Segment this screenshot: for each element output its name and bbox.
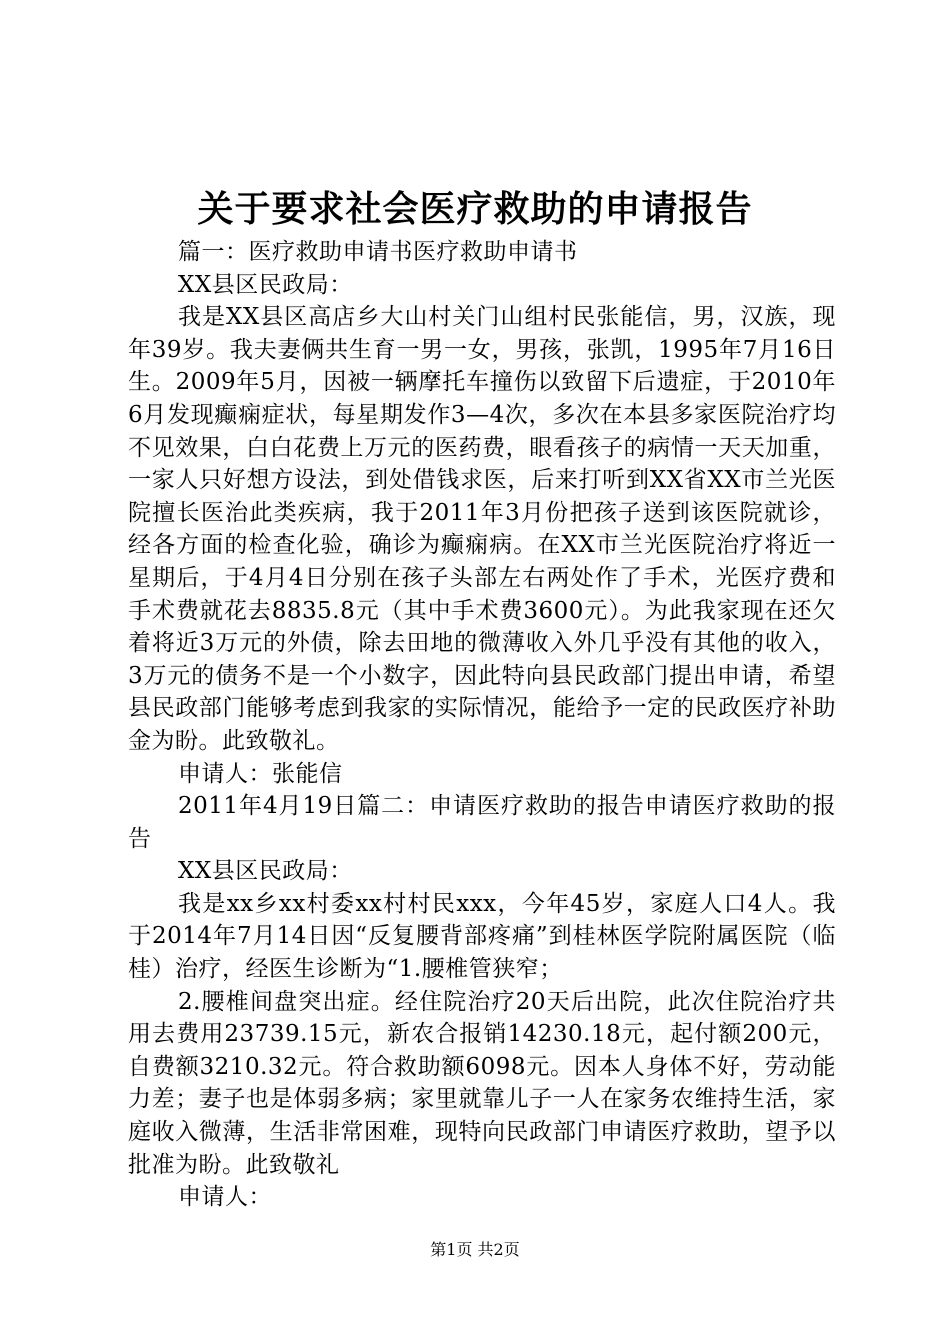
salutation-one: XX县区民政局： xyxy=(178,271,353,298)
body-paragraph-three: 2.腰椎间盘突出症。经住院治疗20天后出院，此次住院治疗共用去费用23739.15元，新农合报销14230.18元，起付额200元，自费额3210.32元。符合救助额6098元。因本人身体不好，劳动能力差；妻子也是体弱多病；家里就靠儿子一人在家务农维持生活，家庭收入微薄，生活非常困难，现特向民政部门申请医疗救助，望予以批准为盼。此致敬礼 xyxy=(128,988,836,1178)
section-heading-one: 篇一：医疗救助申请书医疗救助申请书 xyxy=(178,239,578,265)
page-footer: 第1页 共2页 xyxy=(430,1240,520,1259)
document-title: 关于要求社会医疗救助的申请报告 xyxy=(197,188,753,230)
body-paragraph-one: 我是XX县区高店乡大山村关门山组村民张能信，男，汉族，现年39岁。我夫妻俩共生育一男一女，男孩，张凯，1995年7月16日生。2009年5月，因被一辆摩托车撞伤以致留下后遗症，于2010年6月发现癫痫症状，每星期发作3—4次，多次在本县多家医院治疗均不见效果，白白花费上万元的医药费，眼看孩子的病情一天天加重，一家人只好想方设法，到处借钱求医，后来打听到XX省XX市兰光医院擅长医治此类疾病，我于2011年3月份把孩子送到该医院就诊，经各方面的检查化验，确诊为癫痫病。在XX市兰光医院治疗将近一星期后，于4月4日分别在孩子头部左右两处作了手术，光医疗费和手术费就花去8835.8元（其中手术费3600元）。为此我家现在还欠着将近3万元的外债，除去田地的微薄收入外几乎没有其他的收入，3万元的债务不是一个小数字，因此特向县民政部门提出申请，希望县民政部门能够考虑到我家的实际情况，能给予一定的民政医疗补助金为盼。此致敬礼。 xyxy=(128,304,836,754)
date-and-section-heading-two: 2011年4月19日篇二：申请医疗救助的报告申请医疗救助的报告 xyxy=(128,793,836,852)
applicant-line-two: 申请人： xyxy=(178,1184,272,1211)
body-paragraph-two: 我是xx乡xx村委xx村村民xxx，今年45岁，家庭人口4人。我于2014年7月14日因“反复腰背部疼痛”到桂林医学院附属医院（临桂）治疗，经医生诊断为“1.腰椎管狭窄； xyxy=(128,890,836,983)
document-body xyxy=(128,236,836,1214)
salutation-two: XX县区民政局： xyxy=(178,858,353,885)
applicant-line-one: 申请人：张能信 xyxy=(178,760,343,787)
